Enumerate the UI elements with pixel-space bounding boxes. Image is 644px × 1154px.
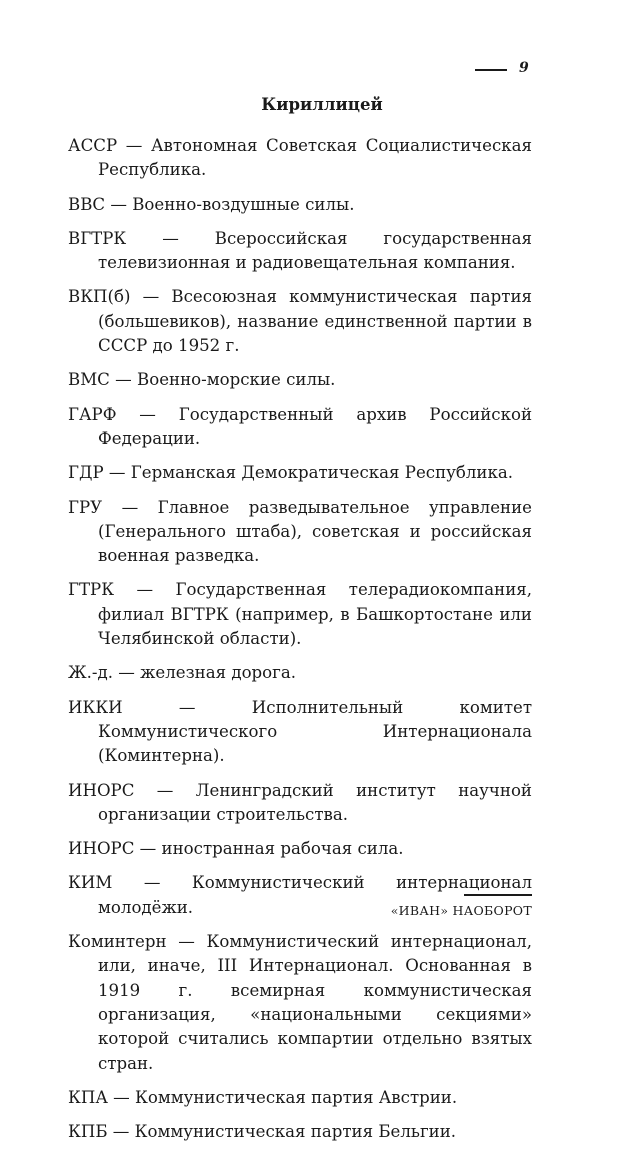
glossary-entry: ВМС — Военно-морские силы. (68, 370, 336, 390)
footer-rule (464, 894, 532, 896)
glossary-entry: ИНОРС — иностранная рабочая сила. (68, 839, 404, 859)
glossary-entry: ИНОРС — Ленинградский институт научной организации строительства. (68, 780, 532, 824)
glossary-entry: КПБ — Коммунистическая партия Бельгии. (68, 1122, 457, 1142)
glossary-entry: ИККИ — Исполнительный комитет Коммунистического Интернационала (Коминтерна). (68, 697, 532, 766)
glossary-entry: ВКП(б) — Всесоюзная коммунистическая партия (большевиков), название единственной партии в СССР до 1952 г. (68, 287, 532, 356)
glossary-entry: ГДР — Германская Демократическая Республика. (68, 463, 514, 483)
glossary-entry: ВВС — Военно-воздушные силы. (68, 194, 355, 214)
glossary-entry: ГТРК — Государственная телерадиокомпания, филиал ВГТРК (например, в Башкортостане или Челябинской области). (68, 580, 532, 649)
section-title: Кириллицей (261, 95, 383, 114)
glossary-entry: ГРУ — Главное разведывательное управление (Генерального штаба), советская и российская военная разведка. (68, 497, 532, 566)
glossary-entry: Ж.-д. — железная дорога. (68, 663, 297, 683)
glossary-entry: ГАРФ — Государственный архив Российской Федерации. (68, 404, 532, 448)
glossary-entry: АССР — Автономная Советская Социалистическая Республика. (68, 136, 532, 180)
running-title: «ИВАН» НАОБОРОТ (390, 903, 532, 918)
page-number: 9 (519, 60, 529, 76)
glossary-list (68, 134, 532, 1154)
glossary-entry: КИМ — Коммунистический интернационал молодёжи. (68, 873, 532, 917)
glossary-entry: ВГТРК — Всероссийская государственная телевизионная и радиовещательная компания. (68, 228, 532, 273)
header-rule (475, 69, 507, 71)
glossary-entry: КПА — Коммунистическая партия Австрии. (68, 1087, 458, 1107)
glossary-entry: Коминтерн — Коммунистический интернационал, или, иначе, III Интернационал. Основанная в 1919 г. всемирная коммунистическая организация, «национальными секциями» которой считались компартии отдельно взятых стран. (68, 932, 532, 1073)
